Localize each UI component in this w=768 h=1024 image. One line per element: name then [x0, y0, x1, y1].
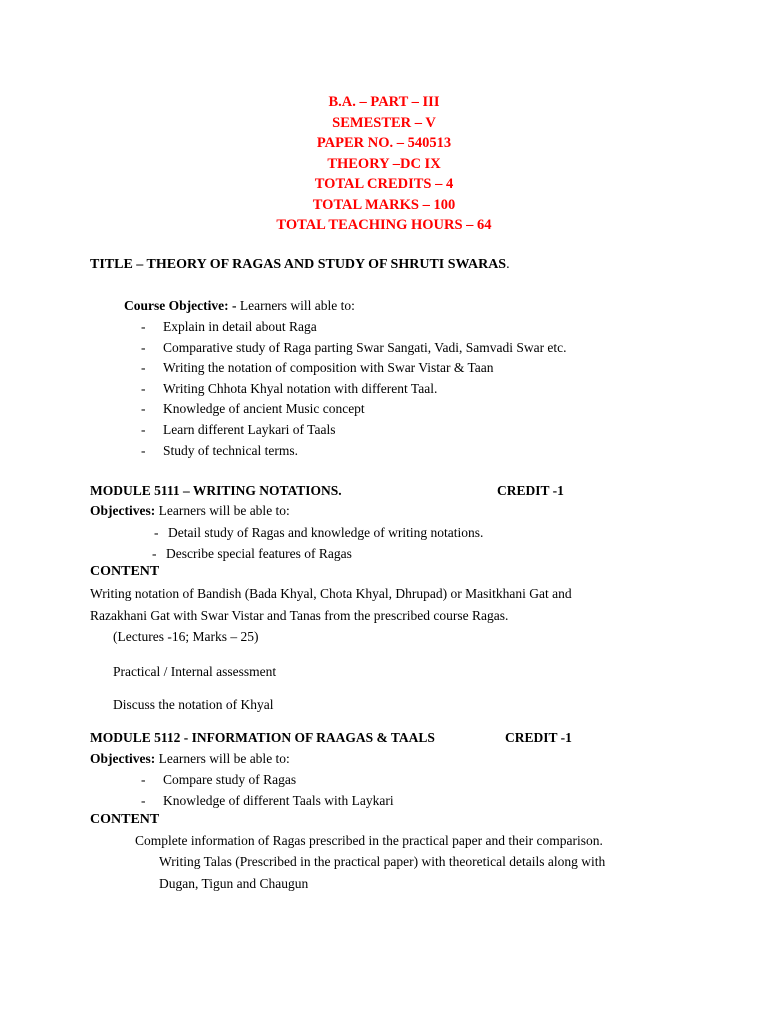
- module-5111-credit: CREDIT -1: [497, 483, 564, 498]
- course-objective-text: Learners will able to:: [236, 298, 355, 313]
- module-5111-objectives: [90, 503, 290, 519]
- module-5111-content: [90, 583, 650, 626]
- module-5112-heading: MODULE 5112 - INFORMATION OF RAAGAS & TAALS: [90, 730, 435, 745]
- module-5112-content-line: Complete information of Ragas prescribed in the practical paper and their comparison.: [135, 833, 603, 848]
- module-5111-heading: MODULE 5111 – WRITING NOTATIONS.: [90, 483, 342, 498]
- module-5112-content-line: Dugan, Tigun and Chaugun: [159, 876, 309, 891]
- list-item: - Compare study of Ragas: [141, 772, 297, 787]
- content-line: Writing notation of Bandish (Bada Khyal, Chota Khyal, Dhrupad) or Masitkhani Gat and: [90, 586, 572, 601]
- list-item: - Knowledge of different Taals with Laykari: [141, 792, 394, 808]
- course-objective-heading: [124, 298, 355, 314]
- list-item: - Comparative study of Raga parting Swar Sangati, Vadi, Samvadi Swar etc.: [141, 339, 567, 355]
- objectives-text: Learners will be able to:: [155, 503, 290, 518]
- module-5111-objective-list: [154, 522, 483, 564]
- header-line-total-credits: TOTAL CREDITS – 4: [314, 176, 454, 192]
- course-header: [0, 92, 768, 236]
- module-5111-discuss: Discuss the notation of Khyal: [113, 697, 274, 712]
- module-5112-credit: CREDIT -1: [505, 730, 572, 745]
- module-5112-objectives: [90, 751, 290, 767]
- header-line-semester: SEMESTER – V: [332, 114, 436, 131]
- content-line: Razakhani Gat with Swar Vistar and Tanas from the prescribed course Ragas.: [90, 607, 509, 623]
- list-item: - Describe special features of Ragas: [152, 546, 352, 561]
- module-5111-practical: Practical / Internal assessment: [113, 664, 277, 679]
- module-5112-content-line: Writing Talas (Prescribed in the practical paper) with theoretical details along with: [159, 854, 606, 869]
- list-item: - Learn different Laykari of Taals: [141, 421, 336, 437]
- objectives-label: Objectives:: [90, 751, 156, 766]
- module-5112-objective-list: [141, 770, 394, 811]
- list-item: - Study of technical terms.: [141, 442, 298, 458]
- objectives-label: Objectives:: [90, 503, 156, 518]
- module-5112-content-heading: CONTENT: [90, 812, 160, 827]
- objectives-text: Learners will be able to:: [155, 751, 290, 766]
- header-line-paper-no: PAPER NO. – 540513: [316, 135, 452, 151]
- paper-title-text: TITLE – THEORY OF RAGAS AND STUDY OF SHRUTI SWARAS: [90, 257, 507, 272]
- list-item: - Detail study of Ragas and knowledge of writing notations.: [154, 525, 484, 540]
- paper-title: [90, 257, 510, 273]
- list-item: - Writing Chhota Khyal notation with different Taal.: [141, 380, 438, 396]
- module-5111-content-heading: CONTENT: [90, 564, 160, 579]
- module-5111-lectures: (Lectures -16; Marks – 25): [113, 629, 259, 644]
- header-line-theory: THEORY –DC IX: [327, 155, 441, 172]
- header-line-total-marks: TOTAL MARKS – 100: [312, 196, 456, 213]
- course-objective-label: Course Objective: -: [124, 298, 237, 313]
- list-item: - Explain in detail about Raga: [141, 319, 317, 334]
- paper-title-period: .: [506, 257, 510, 272]
- header-line-ba-part: B.A. – PART – III: [328, 94, 440, 110]
- course-objective-list: [141, 317, 567, 461]
- header-line-teaching-hours: TOTAL TEACHING HOURS – 64: [276, 217, 492, 233]
- list-item: - Writing the notation of composition with Swar Vistar & Taan: [141, 360, 494, 376]
- list-item: - Knowledge of ancient Music concept: [141, 401, 365, 417]
